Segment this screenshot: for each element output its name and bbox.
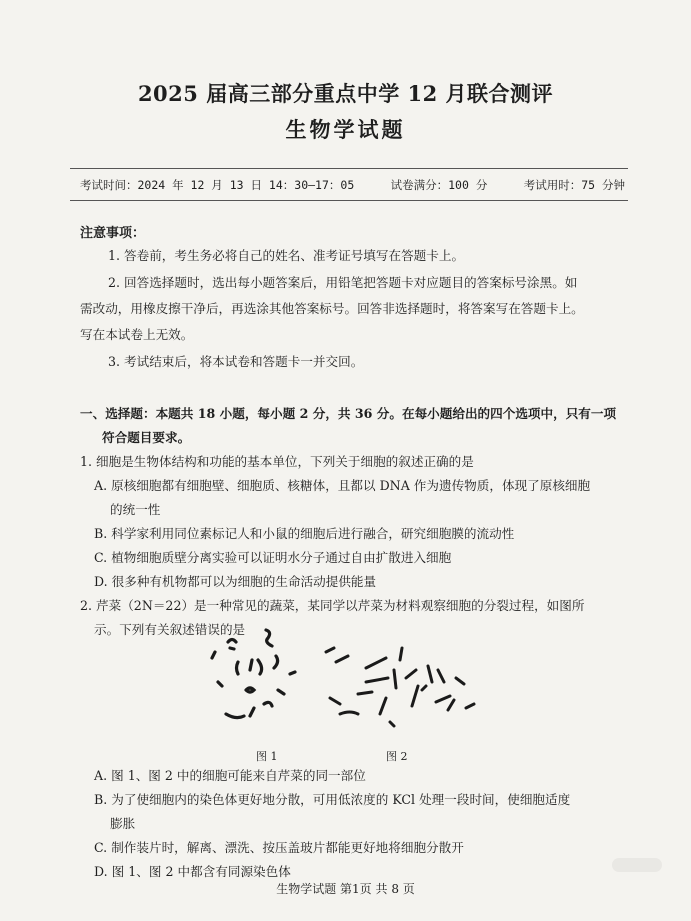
figure-1-chromosomes <box>212 630 295 718</box>
chromosome-mark <box>394 670 396 688</box>
notice-item-2-line-2: 需改动，用橡皮擦干净后，再选涂其他答案标号。回答非选择题时，将答案写在答题卡上。 <box>80 301 584 316</box>
notice-heading: 注意事项： <box>80 226 146 241</box>
figure-2-caption: 图 2 <box>386 750 408 763</box>
question-2-option-a: A. 图 1、图 2 中的细胞可能来自芹菜的同一部位 <box>94 768 366 783</box>
page-footer: 生物学试题 第1页 共 8 页 <box>276 882 415 896</box>
question-2-option-d: D. 图 1、图 2 中都含有同源染色体 <box>94 864 291 879</box>
chromosome-mark <box>358 692 372 694</box>
chromosome-mark <box>448 700 454 710</box>
chromosome-mark <box>250 660 252 670</box>
chromosome-mark <box>366 678 388 682</box>
question-2-stem-line-2: 示。下列有关叙述错误的是 <box>94 622 246 637</box>
chromosome-mark <box>400 648 402 660</box>
chromosome-mark <box>230 648 234 649</box>
question-1-option-d: D. 很多种有机物都可以为细胞的生命活动提供能量 <box>94 574 377 589</box>
chromosome-mark <box>290 672 295 674</box>
chromosome-mark <box>466 704 474 708</box>
question-1-option-c: C. 植物细胞质壁分离实验可以证明水分子通过自由扩散进入细胞 <box>94 550 452 565</box>
chromosome-mark <box>456 678 464 684</box>
watermark-smudge <box>612 858 662 872</box>
question-2-option-b-line-1: B. 为了使细胞内的染色体更好地分散，可用低浓度的 KCl 处理一段时间，使细胞适度 <box>94 792 571 807</box>
chromosome-mark <box>326 648 334 652</box>
chromosome-mark <box>438 670 444 682</box>
exam-time: 考试时间：2024 年 12 月 13 日 14：30—17：05 <box>80 178 355 192</box>
notice-item-1: 1. 答卷前，考生务必将自己的姓名、准考证号填写在答题卡上。 <box>108 248 465 263</box>
chromosome-figure <box>190 618 510 758</box>
chromosome-mark <box>422 686 426 690</box>
exam-score: 试卷满分：100 分 <box>390 178 488 192</box>
chromosome-mark <box>330 698 340 704</box>
chromosome-mark <box>336 656 348 662</box>
bottom-rule <box>70 200 628 201</box>
chromosome-mark <box>428 666 432 682</box>
chromosome-mark <box>226 714 244 718</box>
chromosome-mark <box>390 722 394 726</box>
figure-1-caption: 图 1 <box>256 750 278 763</box>
chromosome-mark <box>340 712 358 714</box>
exam-duration: 考试用时：75 分钟 <box>523 178 625 192</box>
chromosome-mark <box>212 652 215 658</box>
question-1-option-a-line-2: 的统一性 <box>110 502 161 517</box>
question-1-option-b: B. 科学家利用同位素标记人和小鼠的细胞后进行融合，研究细胞膜的流动性 <box>94 526 515 541</box>
chromosome-mark <box>266 630 272 646</box>
chromosome-mark <box>412 686 418 706</box>
question-2-option-b-line-2: 膨胀 <box>110 816 136 831</box>
top-rule <box>70 168 628 169</box>
chromosome-mark <box>436 696 450 702</box>
chromosome-mark <box>218 682 222 686</box>
chromosome-mark <box>228 640 236 643</box>
chromosome-mark <box>406 670 416 678</box>
section-heading-line-2: 符合题目要求。 <box>102 430 191 445</box>
question-1-stem: 1. 细胞是生物体结构和功能的基本单位，下列关于细胞的叙述正确的是 <box>80 454 474 469</box>
chromosome-mark <box>278 690 284 694</box>
question-2-option-c: C. 制作装片时，解离、漂洗、按压盖玻片都能更好地将细胞分散开 <box>94 840 464 855</box>
chromosome-mark <box>274 656 278 668</box>
chromosome-mark <box>250 708 254 716</box>
chromosome-mark <box>264 702 272 706</box>
chromosome-mark <box>258 660 262 674</box>
question-1-option-a-line-1: A. 原核细胞都有细胞壁、细胞质、核糖体，且都以 DNA 作为遗传物质，体现了原核细胞 <box>94 478 591 493</box>
chromosome-mark <box>366 658 386 668</box>
figure-2-chromosomes <box>326 648 474 726</box>
notice-item-2-line-3: 写在本试卷上无效。 <box>80 327 194 342</box>
notice-item-2-line-1: 2. 回答选择题时，选出每小题答案后，用铅笔把答题卡对应题目的答案标号涂黑。如 <box>108 275 578 290</box>
notice-item-3: 3. 考试结束后，将本试卷和答题卡一并交回。 <box>108 354 364 369</box>
section-heading-line-1: 一、选择题：本题共 18 小题，每小题 2 分，共 36 分。在每小题给出的四个选项中，只有一项 <box>80 406 617 421</box>
chromosome-mark <box>237 662 239 674</box>
question-2-stem-line-1: 2. 芹菜（2N＝22）是一种常见的蔬菜，某同学以芹菜为材料观察细胞的分裂过程，如图所 <box>80 598 585 613</box>
exam-info-line <box>80 177 625 193</box>
exam-subject: 生物学试题 <box>285 117 406 142</box>
exam-title: 2025 届高三部分重点中学 12 月联合测评 <box>137 81 554 106</box>
chromosome-mark <box>246 688 254 692</box>
chromosome-mark <box>380 698 386 714</box>
